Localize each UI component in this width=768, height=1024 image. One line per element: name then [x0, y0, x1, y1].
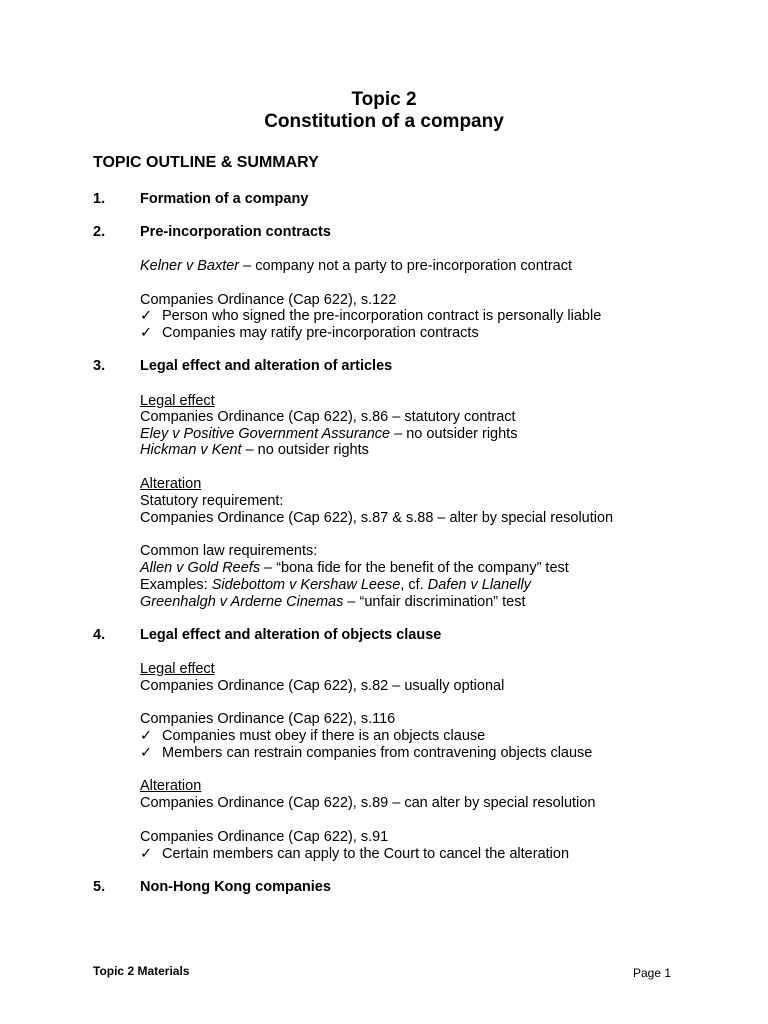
checkmark-icon: ✓: [140, 308, 153, 324]
check-item: ✓ Members can restrain companies from contravening objects clause: [140, 745, 593, 761]
check-item: ✓ Companies may ratify pre-incorporation contracts: [140, 325, 479, 341]
case-line: Examples: Sidebottom v Kershaw Leese, cf. Dafen v Llanelly: [140, 577, 531, 593]
case-line: Allen v Gold Reefs – “bona fide for the benefit of the company” test: [140, 560, 569, 576]
section-title: Formation of a company: [140, 191, 309, 207]
statute-line: Companies Ordinance (Cap 622), s.87 & s.88 – alter by special resolution: [140, 510, 614, 526]
section-number: 4.: [93, 627, 106, 643]
case-line: Hickman v Kent – no outsider rights: [140, 442, 369, 458]
statute-line: Companies Ordinance (Cap 622), s.89 – can alter by special resolution: [140, 795, 596, 811]
statute-line: Companies Ordinance (Cap 622), s.122: [140, 292, 397, 308]
case-name: Eley v Positive Government Assurance: [140, 426, 391, 442]
case-name: Hickman v Kent: [140, 442, 242, 458]
statute-line: Companies Ordinance (Cap 622), s.91: [140, 829, 389, 845]
subheading-alteration: Alteration: [140, 476, 202, 492]
text-line: Common law requirements:: [140, 543, 318, 559]
check-item: ✓ Person who signed the pre-incorporation contract is personally liable: [140, 308, 602, 324]
section-number: 5.: [93, 879, 106, 895]
section-number: 1.: [93, 191, 106, 207]
subheading-alteration: Alteration: [140, 778, 202, 794]
case-name: Allen v Gold Reefs: [140, 560, 261, 576]
statute-line: Companies Ordinance (Cap 622), s.116: [140, 711, 396, 727]
section-title: Non-Hong Kong companies: [140, 879, 331, 895]
section-number: 3.: [93, 358, 106, 374]
case-name: Dafen v Llanelly: [427, 577, 531, 593]
case-name: Greenhalgh v Arderne Cinemas: [140, 594, 344, 610]
case-line: Kelner v Baxter – company not a party to pre-incorporation contract: [140, 258, 573, 274]
title-line-2: Constitution of a company: [264, 111, 504, 132]
section-number: 2.: [93, 224, 106, 240]
case-name: Kelner v Baxter: [140, 258, 240, 274]
page-number: Page 1: [633, 966, 672, 980]
checkmark-icon: ✓: [140, 325, 153, 341]
case-name: Sidebottom v Kershaw Leese: [211, 577, 401, 593]
title-line-1: Topic 2: [351, 89, 417, 110]
text-line: Statutory requirement:: [140, 493, 284, 509]
case-line: Eley v Positive Government Assurance – no outsider rights: [140, 426, 518, 442]
outline-heading: TOPIC OUTLINE & SUMMARY: [93, 154, 319, 171]
check-item: ✓ Companies must obey if there is an objects clause: [140, 728, 486, 744]
statute-line: Companies Ordinance (Cap 622), s.82 – usually optional: [140, 678, 505, 694]
statute-line: Companies Ordinance (Cap 622), s.86 – statutory contract: [140, 409, 516, 425]
footer-title: Topic 2 Materials: [93, 964, 190, 978]
subheading-legal-effect: Legal effect: [140, 393, 215, 409]
check-item: ✓ Certain members can apply to the Court to cancel the alteration: [140, 846, 570, 862]
checkmark-icon: ✓: [140, 728, 153, 744]
checkmark-icon: ✓: [140, 846, 153, 862]
case-line: Greenhalgh v Arderne Cinemas – “unfair discrimination” test: [140, 594, 526, 610]
section-title: Pre-incorporation contracts: [140, 224, 331, 240]
subheading-legal-effect: Legal effect: [140, 661, 215, 677]
section-title: Legal effect and alteration of articles: [140, 358, 393, 374]
section-title: Legal effect and alteration of objects clause: [140, 627, 442, 643]
checkmark-icon: ✓: [140, 745, 153, 761]
